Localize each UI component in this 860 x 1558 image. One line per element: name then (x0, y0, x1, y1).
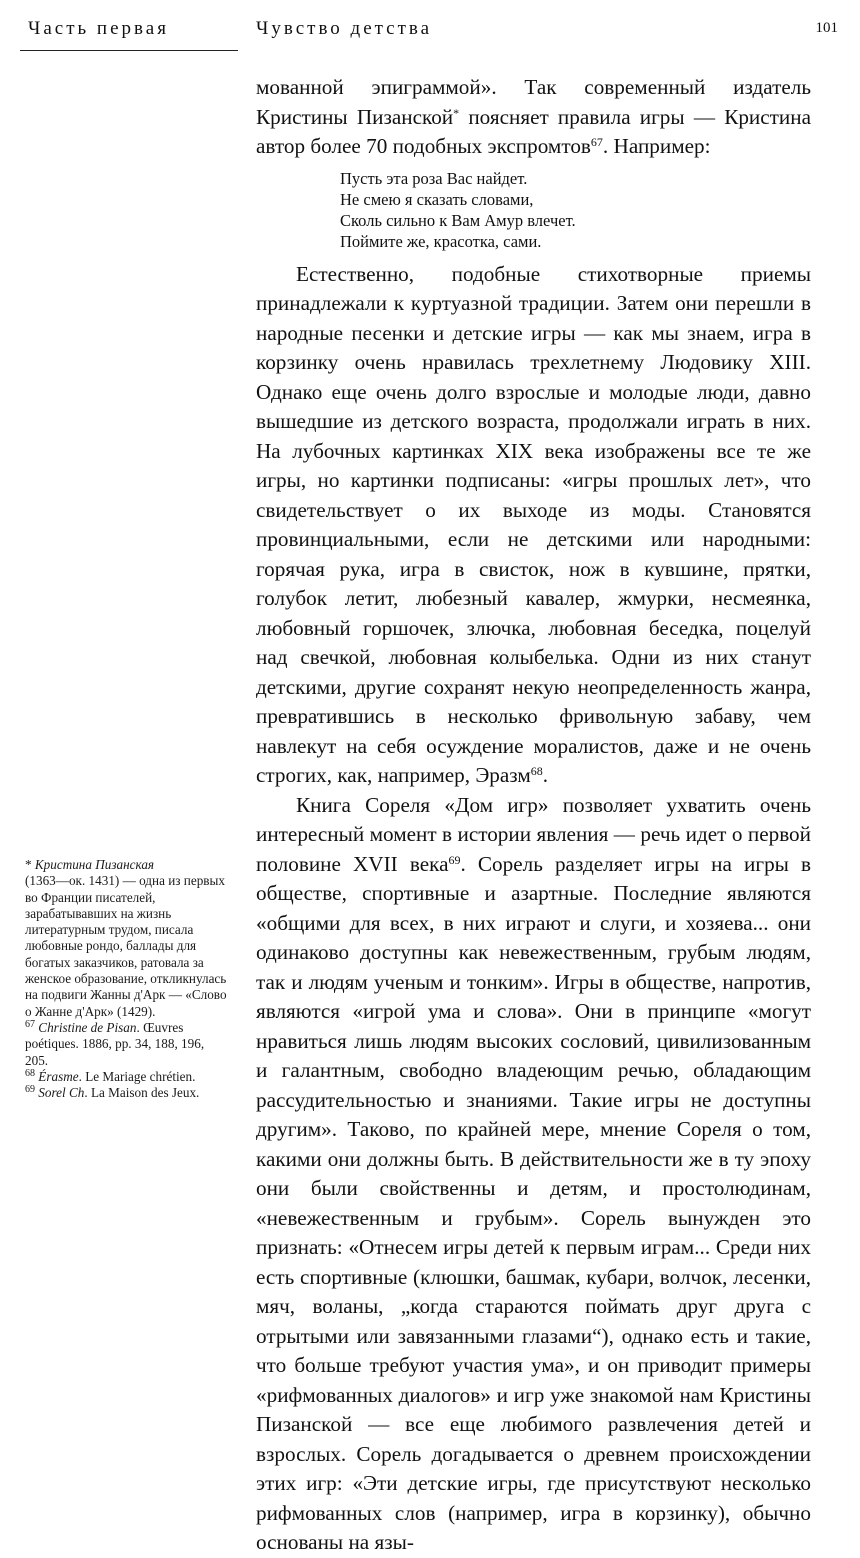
paragraph-1 (256, 73, 811, 162)
paragraph-2 (256, 260, 811, 791)
poem-line: Не смею я сказать словами, (340, 189, 534, 209)
footnote-ref-68: 68 (530, 764, 543, 778)
paragraph-3 (256, 791, 811, 1558)
note-67 (25, 1020, 230, 1069)
paragraph-1-text: мованной эпиграммой». Так современный издатель Кристины Пизанской (256, 75, 811, 129)
paragraph-2-end: . (542, 763, 549, 787)
note-67-text: . Œuvres poétiques. 1886, pp. 34, 188, 196, 205. (25, 1019, 205, 1068)
note-68-number: 68 (25, 1067, 35, 1079)
note-star-name: Кристина Пизанская (34, 857, 155, 872)
paragraph-2-text: Естественно, подобные стихотворные приемы принадлежали к куртуазной традиции. Затем они перешли в народные песенки и детские игры — как мы знаем, игра в корзинку очень нравилась трехлетнему Людовику XIII. Однако еще очень долго взрослые и молодые люди, давно вышедшие из детского возраста, продолжали играть в них. На лубочных картинках XIX века изображены все те же игры, но картинки подписаны: «игры прошлых лет», что свидетельствует о их выходе из моды. Становятся провинциальными, если не детскими или народными: горячая рука, игра в свисток, нож в кувшине, прятки, голубок летит, любезный кавалер, жмурки, несмеянка, любовный горшочек, злючка, любовная беседка, поцелуй над свечкой, любовная колыбелька. Одни из них станут детскими, другие сохранят некую неопределенность жанра, превратившись в несколько фривольную забаву, чем навлекут на себя осуждение моралистов, даже и не очень строгих, как, например, Эразм (256, 261, 811, 787)
paragraph-3-text-2: . Сорель разделяет игры на игры в обществе, спортивные и азартные. Последние являются «общими для всех, в них играют и слуги, и хозяева... они одинаково доступны как невежественным, грубым людям, так и людям ученым и тонким». Игры в обществе, напротив, являются «игрой ума и слова». Они в принципе «могут нравиться лишь людям высоких сословий, цивилизованным и галантным, свободно владеющим речью, обладающим рассудительностью и знаниями. Такие игры не доступны другим». Таково, по крайней мере, мнение Сореля о том, какими они должны быть. В действительности же в ту эпоху они были свойственны и детям, и простолюдинам, «невежественным и грубым». Сорель вынужден это признать: «Отнесем игры детей к первым играм... Среди них есть спортивные (клюшки, башмак, кубари, волчок, лесенки, мяч, воланы, „когда стараются поймать друг друга с отрытыми или завязанными глазами“), однако есть и такие, что больше требуют участия ума», и он приводит примеры «рифмованных диалогов» и игр уже знакомой нам Кристины Пизанской — все еще любимого развлечения детей и взрослых. Сорель догадывается о древнем происхождении этих игр: «Эти детские игры, где присутствуют несколько рифмованных слов (например, игра в корзинку), обычно основаны на язы- (256, 851, 812, 1554)
footnote-ref-69: 69 (448, 852, 461, 867)
footnote-mark-star: * (453, 105, 460, 120)
page-number: 101 (815, 20, 838, 36)
note-68-author: Érasme (38, 1068, 79, 1084)
note-star (25, 857, 230, 1020)
paragraph-1-text-3: . Например: (602, 134, 711, 158)
paragraph-1-text-2: поясняет правила игры — Кристина автор более 70 подобных экспромтов (256, 104, 812, 158)
note-67-number: 67 (25, 1018, 35, 1030)
part-title: Часть первая (28, 18, 169, 39)
side-notes (25, 857, 230, 1101)
note-69-number: 69 (25, 1084, 35, 1096)
note-star-text: (1363—ок. 1431) — одна из первых во Франции писателей, зарабатывавших на жизнь литературным трудом, писала любовные рондо, баллады для богатых заказчиков, ратовала за женское образование, откликнулась на подвиги Жанны д'Арк — «Слово о Жанне д'Арк» (1429). (25, 873, 227, 1019)
poem-line: Пусть эта роза Вас найдет. (340, 168, 528, 188)
poem (340, 168, 811, 252)
header-rule (20, 50, 238, 51)
note-69-text: . La Maison des Jeux. (84, 1085, 200, 1101)
note-69-author: Sorel Ch (38, 1085, 85, 1101)
note-68-text: . Le Mariage chrétien. (78, 1068, 196, 1084)
footnote-ref-67: 67 (590, 135, 603, 149)
note-68 (25, 1069, 230, 1085)
main-text (256, 73, 811, 1558)
poem-line: Сколь сильно к Вам Амур влечет. (340, 210, 576, 230)
note-69 (25, 1085, 230, 1101)
chapter-title: Чувство детства (256, 18, 433, 39)
note-67-author: Christine de Pisan (38, 1019, 137, 1035)
note-star-mark: * (25, 857, 32, 872)
paragraph-3-text: Книга Сореля «Дом игр» позволяет ухватить очень интересный момент в истории явления — речь идет о первой половине XVII века (256, 792, 811, 876)
poem-line: Поймите же, красотка, сами. (340, 231, 542, 251)
running-head (28, 18, 838, 48)
